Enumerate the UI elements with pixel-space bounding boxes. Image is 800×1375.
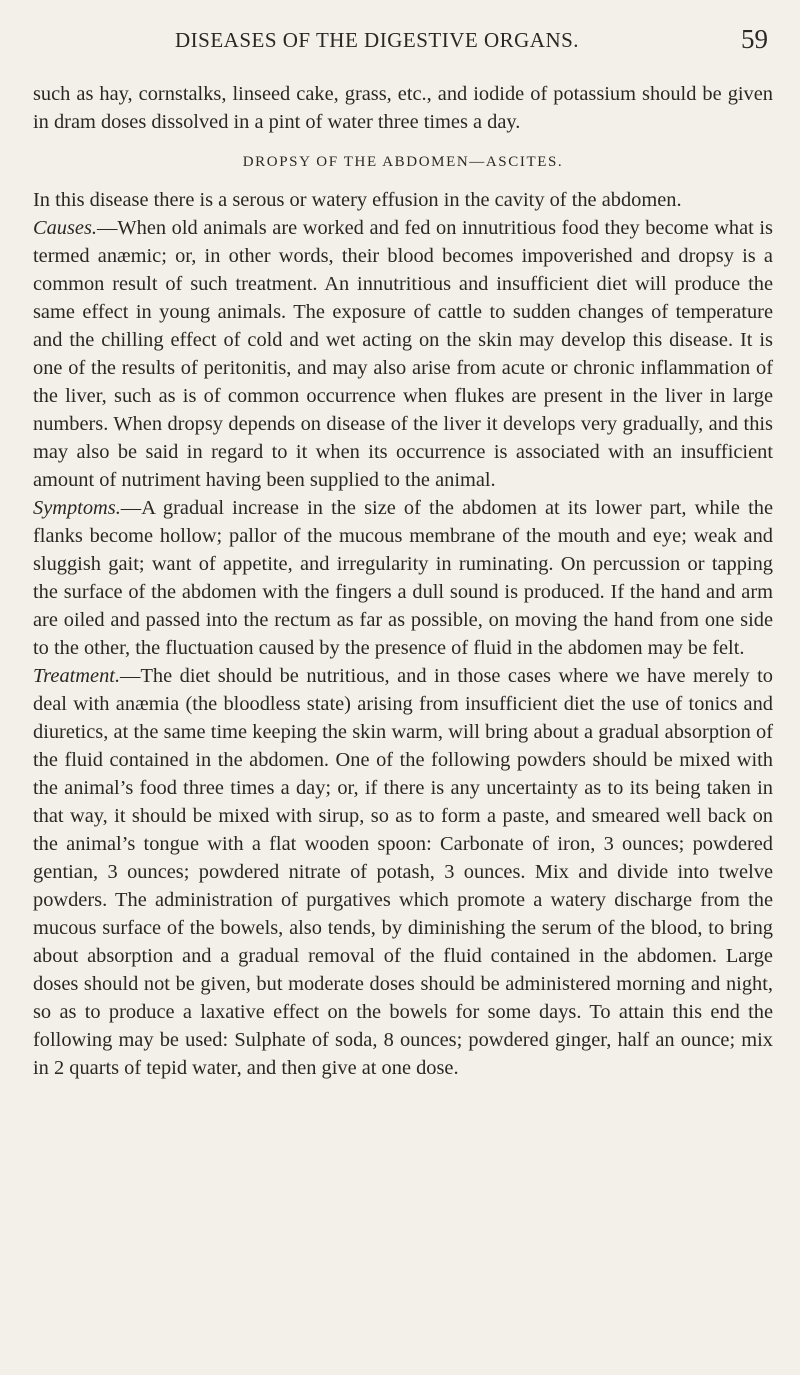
running-title: DISEASES OF THE DIGESTIVE ORGANS. <box>175 28 580 52</box>
causes-paragraph <box>33 214 773 494</box>
treatment-label: Treatment. <box>33 665 121 687</box>
running-header <box>0 22 800 58</box>
symptoms-text: —A gradual increase in the size of the abdomen at its lower part, while the flanks become hollow; pallor of the mucous membrane of the mouth and eye; weak and sluggish gait; want of appetite, and irregularity in ruminating. On percussion or tapping the surface of the abdomen with the fingers a dull sound is produced. If the hand and arm are oiled and passed into the rectum as far as possible, on moving the hand from one side to the other, the fluctuation caused by the presence of fluid in the abdomen may be felt. <box>33 497 773 659</box>
symptoms-label: Symptoms. <box>33 497 121 519</box>
symptoms-paragraph <box>33 494 773 662</box>
definition-paragraph: In this disease there is a serous or watery effusion in the cavity of the abdomen. <box>33 189 682 211</box>
page-number: 59 <box>741 24 768 54</box>
causes-label: Causes. <box>33 217 98 239</box>
causes-text: —When old animals are worked and fed on innutritious food they become what is termed anæmic; or, in other words, their blood becomes impoverished and dropsy is a common result of such treatment. An innutritious and insufficient diet will produce the same effect in young animals. The exposure of cattle to sudden changes of temperature and the chilling effect of cold and wet acting on the skin may develop this disease. It is one of the results of peritonitis, and may also arise from acute or chronic inflammation of the liver, such as is of common occurrence when flukes are present in the liver in large numbers. When dropsy depends on disease of the liver it develops very gradually, and this may also be said in regard to it when its occurrence is associated with an insufficient amount of nutriment having been supplied to the animal. <box>33 217 773 491</box>
continued-paragraph: such as hay, cornstalks, linseed cake, grass, etc., and iodide of potassium should be given in dram doses dissolved in a pint of water three times a day. <box>33 83 773 133</box>
page-body <box>33 80 773 1082</box>
section-heading: DROPSY OF THE ABDOMEN—ASCITES. <box>242 154 564 170</box>
treatment-paragraph <box>33 662 773 1082</box>
treatment-text: —The diet should be nutritious, and in those cases where we have merely to deal with anæmia (the bloodless state) arising from insufficient diet the use of tonics and diuretics, at the same time keeping the skin warm, will bring about a gradual absorption of the fluid contained in the abdomen. One of the following powders should be mixed with the animal’s food three times a day; or, if there is any uncertainty as to its being taken in that way, it should be mixed with sirup, so as to form a paste, and smeared well back on the animal’s tongue with a flat wooden spoon: Carbonate of iron, 3 ounces; powdered gentian, 3 ounces; powdered nitrate of potash, 3 ounces. Mix and divide into twelve powders. The administration of purgatives which promote a watery discharge from the mucous surface of the bowels, also tends, by diminishing the serum of the blood, to bring about absorption and a gradual removal of the fluid contained in the abdomen. Large doses should not be given, but moderate doses should be administered morning and night, so as to produce a laxative effect on the bowels for some days. To attain this end the following may be used: Sulphate of soda, 8 ounces; powdered ginger, half an ounce; mix in 2 quarts of tepid water, and then give at one dose. <box>33 665 773 1079</box>
